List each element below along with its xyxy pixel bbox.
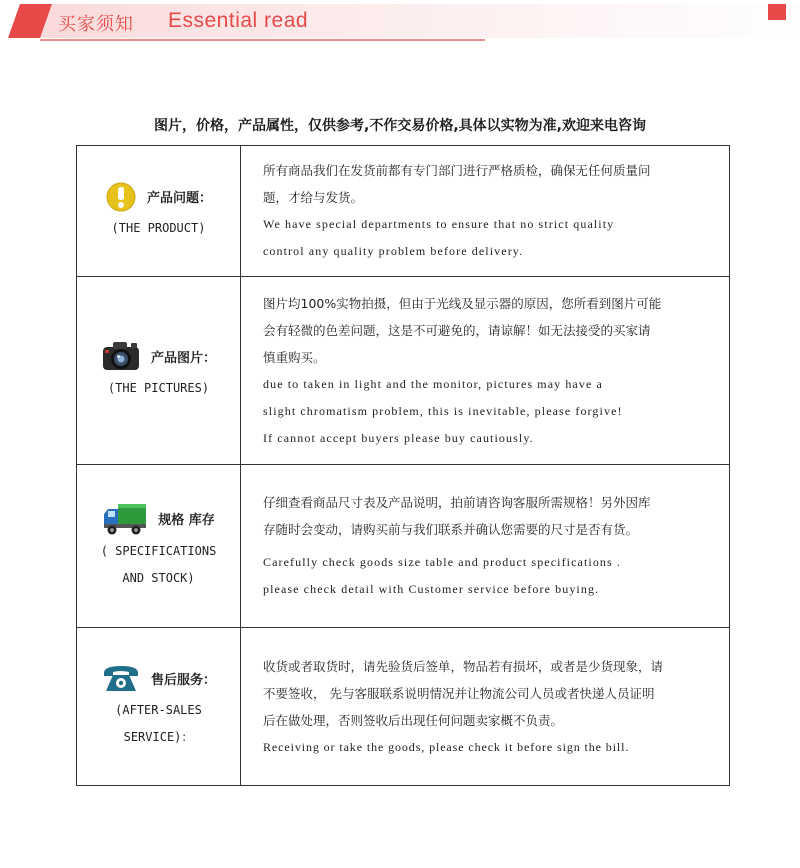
truck-icon [102,500,148,536]
label-cell [77,146,241,277]
banner-title-en: Essential read [168,9,309,32]
row-label-cn: 产品图片： [150,350,216,366]
row-label-cn: 产品问题： [146,191,212,206]
camera-icon [101,339,141,373]
table-row [77,628,730,786]
cn-line: 图片均100%实物拍摄，但由于光线及显示器的原因，您所看到图片可能 [263,295,662,311]
description-cell [241,146,730,277]
label-cell [77,465,241,628]
row-label-cn: 规格 库存 [158,512,215,528]
en-line: If cannot accept buyers please buy cautiously. [263,430,534,445]
cn-line: 收货或者取货时，请先验货后签单，物品若有损坏，或者是少货现象，请 [263,658,664,674]
en-line: slight chromatism problem, this is inevitable, please forgive! [263,403,623,418]
en-line: due to taken in light and the monitor, pictures may have a [263,376,603,391]
notice-text: 图片，价格，产品属性，仅供参考,不作交易价格,具体以实物为准,欢迎来电咨询 [154,118,646,134]
row-label-cn: 售后服务： [150,673,216,688]
description-cell [241,465,730,628]
table-row [77,465,730,628]
cn-line: 仔细查看商品尺寸表及产品说明，拍前请咨询客服所需规格！另外因库 [263,495,651,510]
exclamation-icon [105,181,137,213]
telephone-icon [101,663,141,695]
table-row [77,146,730,277]
en-line: Carefully check goods size table and product specifications . [263,555,621,569]
description-cell [241,628,730,786]
cn-line: 会有轻微的色差问题，这是不可避免的，请谅解！如无法接受的买家请 [263,322,651,338]
label-cell [77,277,241,465]
row-label-en: SERVICE)： [123,729,194,744]
info-table [76,145,730,786]
label-cell [77,628,241,786]
row-label-en: (THE PICTURES) [107,381,210,395]
cn-line: 题，才给与发货。 [263,190,364,205]
header-banner [0,0,800,50]
cn-line: 存随时会变动，请购买前与我们联系并确认您需要的尺寸是否有货。 [263,522,639,537]
row-label-en: (THE PRODUCT) [111,220,206,235]
row-label-en: (AFTER-SALES [115,702,202,717]
cn-line: 不要签收， 先与客服联系说明情况并让物流公司人员或者快递人员证明 [263,685,655,701]
row-label-en: ( SPECIFICATIONS [100,544,217,558]
en-line: please check detail with Customer service before buying. [263,582,600,596]
cn-line: 后在做处理，否则签收后出现任何问题卖家概不负责。 [263,712,564,728]
row-label-en: AND STOCK) [122,571,195,585]
cn-line: 慎重购买。 [263,349,326,365]
en-line: control any quality problem before delivery. [263,244,524,258]
banner-title-cn: 买家须知 [58,14,134,35]
cn-line: 所有商品我们在发货前都有专门部门进行严格质检，确保无任何质量问 [263,163,651,178]
en-line: We have special departments to ensure that no strict quality [263,217,615,231]
table-row [77,277,730,465]
en-line: Receiving or take the goods, please check it before sign the bill. [263,739,630,754]
description-cell [241,277,730,465]
